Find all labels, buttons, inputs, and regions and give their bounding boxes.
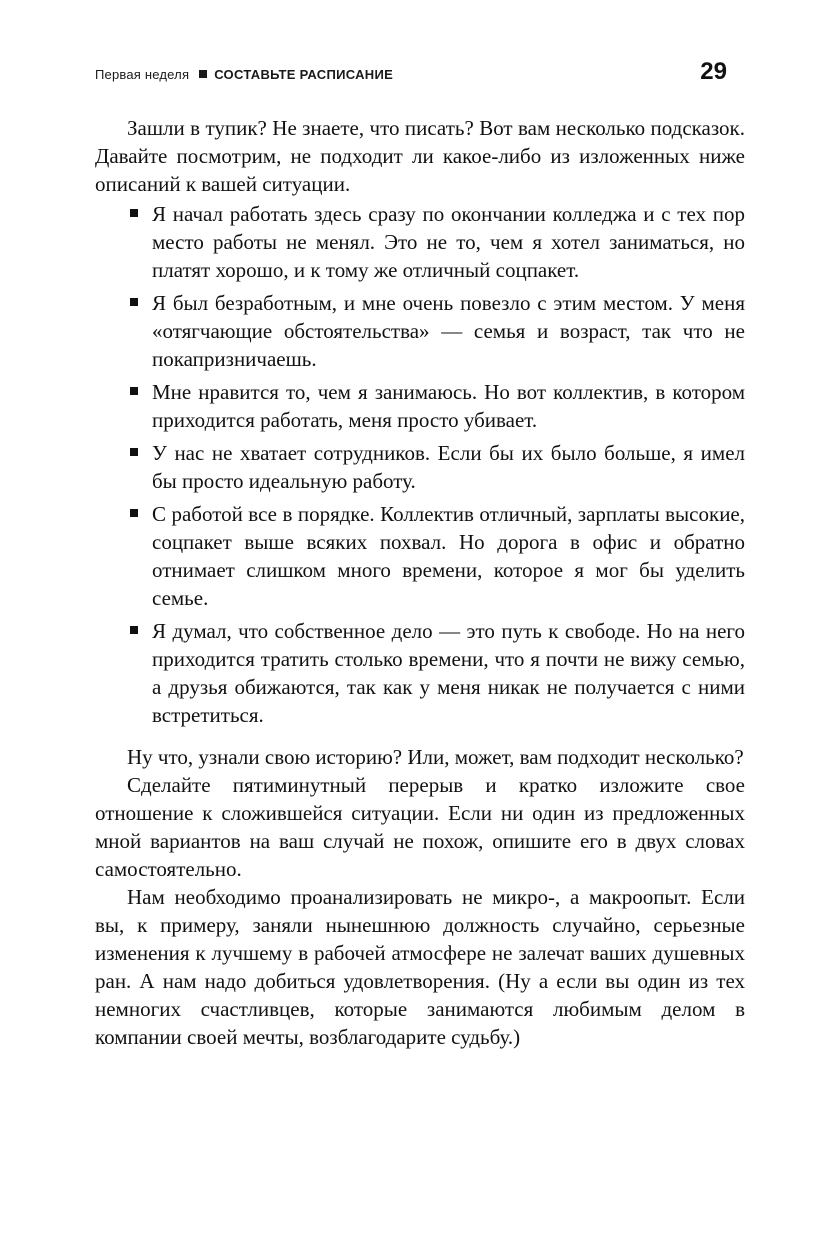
chapter-title: СОСТАВЬТЕ РАСПИСАНИЕ: [214, 67, 394, 82]
bullet-square-icon: [130, 448, 138, 456]
list-item-text: С работой все в порядке. Коллектив отличный, зарплаты высокие, соцпакет выше всяких похвал. Но дорога в офис и обратно отнимает слишком много времени, которое я мог бы уделить семье.: [152, 502, 745, 610]
list-item-text: Я начал работать здесь сразу по окончании колледжа и с тех пор место работы не менял. Это не то, чем я хотел заниматься, но платят хорошо, и к тому же отличный соцпакет.: [152, 202, 745, 282]
situation-list: [95, 200, 745, 729]
bullet-square-icon: [130, 298, 138, 306]
list-item: [95, 500, 745, 612]
section-title: Первая неделя: [95, 67, 190, 82]
bullet-square-icon: [130, 626, 138, 634]
body-text-block: [95, 114, 745, 1051]
running-head: [95, 66, 738, 88]
closing-paragraphs: [95, 743, 745, 1051]
list-item-text: Мне нравится то, чем я занимаюсь. Но вот коллектив, в котором приходится работать, меня просто убивает.: [152, 380, 745, 432]
bullet-square-icon: [130, 387, 138, 395]
list-item: [95, 289, 745, 373]
list-item-text: Я думал, что собственное дело — это путь к свободе. Но на него приходится тратить столько времени, что я почти не вижу семью, а друзья обижаются, так как у меня никак не получается с ними встретиться.: [152, 619, 745, 727]
bullet-square-icon: [130, 209, 138, 217]
closing-paragraph: Нам необходимо проанализировать не микро-, а макроопыт. Если вы, к примеру, заняли нынешнюю должность случайно, серьезные изменения к лучшему в рабочей атмосфере не залечат ваших душевных ран. А нам надо добиться удовлетворения. (Ну а если вы один из тех немногих счастливцев, которые занимаются любимым делом в компании своей мечты, возблагодарите судьбу.): [95, 885, 745, 1049]
intro-paragraph: Зашли в тупик? Не знаете, что писать? Вот вам несколько подсказок. Давайте посмотрим, не подходит ли какое-либо из изложенных ниже описаний к вашей ситуации.: [95, 116, 745, 196]
page-number: 29: [700, 58, 727, 85]
closing-paragraph: Сделайте пятиминутный перерыв и кратко изложите свое отношение к сложившейся ситуации. Если ни один из предложенных мной вариантов на ваш случай не похож, опишите его в двух словах самостоятельно.: [95, 773, 745, 881]
list-item-text: У нас не хватает сотрудников. Если бы их было больше, я имел бы просто идеальную работу.: [152, 441, 745, 493]
list-item: [95, 439, 745, 495]
list-item-text: Я был безработным, и мне очень повезло с этим местом. У меня «отягчающие обстоятельства» — семья и возраст, так что не покапризничаешь.: [152, 291, 745, 371]
list-item: [95, 200, 745, 284]
square-separator-icon: [199, 70, 207, 78]
list-item: [95, 378, 745, 434]
list-item: [95, 617, 745, 729]
bullet-square-icon: [130, 509, 138, 517]
closing-paragraph: Ну что, узнали свою историю? Или, может, вам подходит несколько?: [127, 745, 744, 769]
